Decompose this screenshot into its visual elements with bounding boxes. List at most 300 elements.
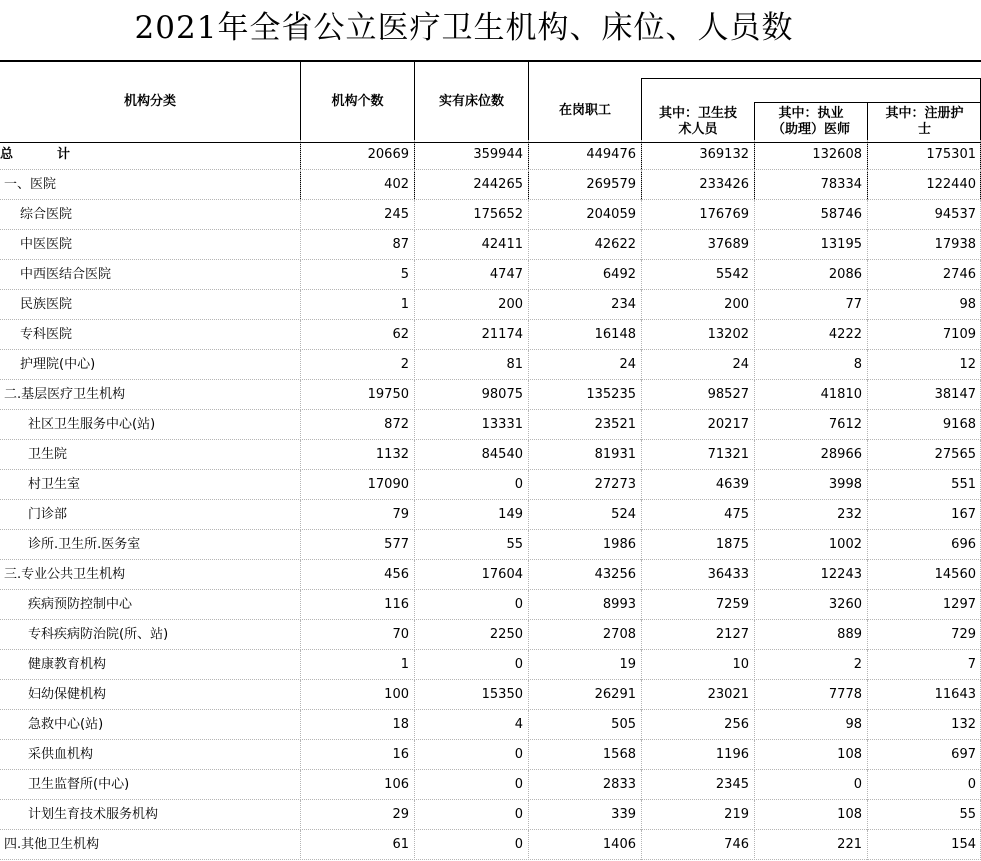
header-nurse-line2: 士 <box>917 122 931 137</box>
cell-gridline <box>528 800 529 830</box>
cell-gridline <box>641 710 642 740</box>
cell-gridline <box>867 200 868 230</box>
cell-staff: 1568 <box>602 747 636 762</box>
cell-institutions: 116 <box>384 597 409 612</box>
cell-health-tech: 200 <box>724 297 749 312</box>
cell-gridline <box>528 680 529 710</box>
cell-gridline <box>528 590 529 620</box>
subcategory-name: 采供血机构 <box>28 747 94 762</box>
subcategory-name: 民族医院 <box>20 297 73 312</box>
cell-gridline <box>414 560 415 590</box>
cell-staff: 339 <box>611 807 636 822</box>
cell-gridline <box>300 320 301 350</box>
table-row <box>0 350 981 380</box>
cell-nurse: 154 <box>951 837 976 852</box>
cell-gridline <box>300 230 301 260</box>
cell-health-tech: 71321 <box>707 447 749 462</box>
cell-gridline <box>754 470 755 500</box>
cell-gridline <box>754 170 755 200</box>
cell-gridline <box>414 170 415 200</box>
cell-nurse: 175301 <box>926 147 976 162</box>
cell-beds: 4 <box>514 717 523 732</box>
cell-gridline <box>867 680 868 710</box>
total-label-part: 计 <box>57 147 71 162</box>
cell-gridline <box>867 410 868 440</box>
cell-nurse: 132 <box>951 717 976 732</box>
cell-staff: 2708 <box>602 627 636 642</box>
cell-gridline <box>528 320 529 350</box>
cell-health-tech: 369132 <box>699 147 749 162</box>
cell-health-tech: 98527 <box>707 387 749 402</box>
cell-nurse: 7 <box>967 657 976 672</box>
cell-doctor: 28966 <box>820 447 862 462</box>
cell-gridline <box>754 770 755 800</box>
cell-gridline <box>528 620 529 650</box>
cell-gridline <box>414 650 415 680</box>
cell-gridline <box>641 260 642 290</box>
header-doctor <box>755 102 867 142</box>
table-row <box>0 230 981 260</box>
cell-doctor: 12243 <box>820 567 862 582</box>
cell-staff: 234 <box>611 297 636 312</box>
cell-gridline <box>528 470 529 500</box>
cell-gridline <box>754 800 755 830</box>
cell-gridline <box>641 290 642 320</box>
cell-beds: 200 <box>498 297 523 312</box>
cell-institutions: 2 <box>400 357 409 372</box>
cell-gridline <box>867 440 868 470</box>
cell-nurse: 2746 <box>942 267 976 282</box>
header-nurse <box>868 102 981 142</box>
cell-nurse: 122440 <box>926 177 976 192</box>
table-row <box>0 290 981 320</box>
cell-gridline <box>867 470 868 500</box>
cell-gridline <box>300 590 301 620</box>
cell-gridline <box>641 650 642 680</box>
cell-staff: 27273 <box>594 477 636 492</box>
table-row <box>0 800 981 830</box>
cell-nurse: 17938 <box>934 237 976 252</box>
subcategory-name: 社区卫生服务中心(站) <box>28 417 156 432</box>
header-beds-text: 实有床位数 <box>438 93 504 109</box>
cell-gridline <box>414 260 415 290</box>
cell-gridline <box>528 170 529 200</box>
cell-doctor: 221 <box>837 837 862 852</box>
cell-gridline <box>414 770 415 800</box>
header-nurse-line1: 其中：注册护 <box>885 106 964 121</box>
cell-institutions: 456 <box>384 567 409 582</box>
cell-institutions: 18 <box>392 717 409 732</box>
cell-gridline <box>867 830 868 860</box>
cell-health-tech: 23021 <box>707 687 749 702</box>
cell-gridline <box>300 650 301 680</box>
cell-nurse: 0 <box>967 777 976 792</box>
subcategory-name: 村卫生室 <box>28 477 81 492</box>
cell-beds: 149 <box>498 507 523 522</box>
cell-gridline <box>867 500 868 530</box>
cell-gridline <box>414 410 415 440</box>
cell-gridline <box>641 380 642 410</box>
total-row <box>0 140 981 170</box>
table-row <box>0 320 981 350</box>
cell-institutions: 61 <box>392 837 409 852</box>
cell-gridline <box>867 560 868 590</box>
cell-doctor: 7612 <box>828 417 862 432</box>
cell-gridline <box>528 560 529 590</box>
cell-gridline <box>754 590 755 620</box>
cell-institutions: 1 <box>400 297 409 312</box>
cell-gridline <box>754 650 755 680</box>
cell-beds: 17604 <box>481 567 523 582</box>
cell-health-tech: 746 <box>724 837 749 852</box>
cell-institutions: 16 <box>392 747 409 762</box>
cell-nurse: 167 <box>951 507 976 522</box>
cell-gridline <box>300 680 301 710</box>
cell-gridline <box>300 380 301 410</box>
subcategory-name: 护理院(中心) <box>20 357 96 372</box>
cell-beds: 13331 <box>481 417 523 432</box>
cell-gridline <box>754 350 755 380</box>
cell-gridline <box>641 680 642 710</box>
cell-health-tech: 7259 <box>715 597 749 612</box>
cell-gridline <box>414 290 415 320</box>
header-staff-text: 在岗职工 <box>558 103 611 118</box>
cell-gridline <box>300 470 301 500</box>
cell-beds: 42411 <box>481 237 523 252</box>
cell-gridline <box>641 470 642 500</box>
cell-gridline <box>641 320 642 350</box>
cell-institutions: 245 <box>384 207 409 222</box>
cell-gridline <box>300 530 301 560</box>
cell-beds: 55 <box>506 537 523 552</box>
cell-staff: 81931 <box>594 447 636 462</box>
cell-gridline <box>867 290 868 320</box>
cell-gridline <box>867 380 868 410</box>
category-name: 一、医院 <box>4 177 57 192</box>
cell-doctor: 132608 <box>812 147 862 162</box>
cell-beds: 359944 <box>473 147 523 162</box>
cell-doctor: 3998 <box>828 477 862 492</box>
cell-staff: 43256 <box>594 567 636 582</box>
cell-gridline <box>528 380 529 410</box>
cell-doctor: 58746 <box>820 207 862 222</box>
cell-beds: 0 <box>514 657 523 672</box>
table-row <box>0 740 981 770</box>
cell-gridline <box>867 230 868 260</box>
table-row <box>0 830 981 860</box>
cell-doctor: 41810 <box>820 387 862 402</box>
cell-nurse: 38147 <box>934 387 976 402</box>
table-row <box>0 680 981 710</box>
cell-gridline <box>867 590 868 620</box>
cell-gridline <box>414 740 415 770</box>
cell-gridline <box>300 350 301 380</box>
cell-gridline <box>641 590 642 620</box>
cell-doctor: 4222 <box>828 327 862 342</box>
cell-gridline <box>867 530 868 560</box>
cell-gridline <box>300 290 301 320</box>
table-row <box>0 530 981 560</box>
cell-gridline <box>414 530 415 560</box>
table-row <box>0 590 981 620</box>
cell-health-tech: 24 <box>732 357 749 372</box>
cell-gridline <box>300 620 301 650</box>
cell-gridline <box>867 320 868 350</box>
cell-staff: 1406 <box>602 837 636 852</box>
cell-doctor: 8 <box>853 357 862 372</box>
cell-health-tech: 2345 <box>715 777 749 792</box>
cell-institutions: 106 <box>384 777 409 792</box>
cell-health-tech: 13202 <box>707 327 749 342</box>
subcategory-name: 疾病预防控制中心 <box>28 597 133 612</box>
cell-nurse: 697 <box>951 747 976 762</box>
cell-gridline <box>754 680 755 710</box>
cell-gridline <box>754 500 755 530</box>
cell-gridline <box>754 560 755 590</box>
subcategory-name: 中医医院 <box>20 237 73 252</box>
cell-gridline <box>754 620 755 650</box>
cell-gridline <box>867 650 868 680</box>
cell-gridline <box>300 260 301 290</box>
cell-gridline <box>867 710 868 740</box>
cell-beds: 0 <box>514 477 523 492</box>
cell-health-tech: 2127 <box>715 627 749 642</box>
table-row <box>0 170 981 200</box>
cell-beds: 0 <box>514 837 523 852</box>
cell-health-tech: 5542 <box>715 267 749 282</box>
cell-beds: 0 <box>514 777 523 792</box>
cell-staff: 24 <box>619 357 636 372</box>
cell-gridline <box>754 320 755 350</box>
cell-gridline <box>528 830 529 860</box>
cell-staff: 42622 <box>594 237 636 252</box>
cell-gridline <box>414 620 415 650</box>
cell-health-tech: 10 <box>732 657 749 672</box>
cell-gridline <box>641 140 642 170</box>
cell-institutions: 577 <box>384 537 409 552</box>
subcategory-name: 卫生监督所(中心) <box>28 777 130 792</box>
cell-health-tech: 36433 <box>707 567 749 582</box>
cell-nurse: 98 <box>959 297 976 312</box>
cell-gridline <box>754 140 755 170</box>
cell-staff: 2833 <box>602 777 636 792</box>
cell-doctor: 1002 <box>828 537 862 552</box>
cell-gridline <box>754 740 755 770</box>
table-row <box>0 380 981 410</box>
cell-beds: 2250 <box>489 627 523 642</box>
header-category <box>0 62 300 141</box>
table-row <box>0 410 981 440</box>
cell-doctor: 3260 <box>828 597 862 612</box>
subcategory-name: 卫生院 <box>28 447 68 462</box>
cell-gridline <box>300 800 301 830</box>
cell-health-tech: 1875 <box>715 537 749 552</box>
cell-beds: 0 <box>514 807 523 822</box>
row-gridline <box>0 859 981 860</box>
cell-gridline <box>641 740 642 770</box>
header-category-text: 机构分类 <box>123 93 176 109</box>
cell-nurse: 94537 <box>934 207 976 222</box>
table-row <box>0 440 981 470</box>
table-row <box>0 560 981 590</box>
cell-gridline <box>300 560 301 590</box>
cell-gridline <box>300 410 301 440</box>
cell-nurse: 1297 <box>942 597 976 612</box>
cell-gridline <box>754 230 755 260</box>
cell-gridline <box>528 290 529 320</box>
cell-gridline <box>414 500 415 530</box>
cell-doctor: 77 <box>845 297 862 312</box>
cell-nurse: 9168 <box>942 417 976 432</box>
cell-beds: 175652 <box>473 207 523 222</box>
cell-institutions: 1132 <box>375 447 409 462</box>
cell-beds: 0 <box>514 747 523 762</box>
cell-gridline <box>300 170 301 200</box>
cell-gridline <box>528 650 529 680</box>
cell-gridline <box>641 410 642 440</box>
cell-gridline <box>414 350 415 380</box>
cell-gridline <box>414 470 415 500</box>
cell-gridline <box>641 350 642 380</box>
header-doctor-line2: （助理）医师 <box>771 122 850 137</box>
cell-health-tech: 37689 <box>707 237 749 252</box>
cell-doctor: 0 <box>853 777 862 792</box>
cell-doctor: 78334 <box>820 177 862 192</box>
cell-gridline <box>867 170 868 200</box>
cell-gridline <box>300 440 301 470</box>
cell-gridline <box>754 290 755 320</box>
cell-beds: 0 <box>514 597 523 612</box>
cell-nurse: 14560 <box>934 567 976 582</box>
subcategory-name: 门诊部 <box>28 507 68 522</box>
cell-beds: 244265 <box>473 177 523 192</box>
cell-gridline <box>754 530 755 560</box>
cell-institutions: 20669 <box>367 147 409 162</box>
cell-beds: 15350 <box>481 687 523 702</box>
header-institutions-text: 机构个数 <box>331 93 384 109</box>
cell-gridline <box>754 710 755 740</box>
cell-gridline <box>528 260 529 290</box>
cell-gridline <box>754 830 755 860</box>
cell-health-tech: 233426 <box>699 177 749 192</box>
cell-beds: 21174 <box>481 327 523 342</box>
cell-gridline <box>528 500 529 530</box>
cell-gridline <box>528 770 529 800</box>
cell-gridline <box>867 620 868 650</box>
cell-staff: 16148 <box>594 327 636 342</box>
cell-gridline <box>754 440 755 470</box>
category-name: 二.基层医疗卫生机构 <box>4 387 126 402</box>
cell-gridline <box>414 590 415 620</box>
table-row <box>0 710 981 740</box>
cell-gridline <box>867 260 868 290</box>
cell-gridline <box>528 440 529 470</box>
cell-gridline <box>867 800 868 830</box>
cell-staff: 19 <box>619 657 636 672</box>
cell-staff: 1986 <box>602 537 636 552</box>
cell-gridline <box>641 170 642 200</box>
cell-gridline <box>300 200 301 230</box>
cell-nurse: 729 <box>951 627 976 642</box>
cell-beds: 98075 <box>481 387 523 402</box>
category-name: 三.专业公共卫生机构 <box>4 567 126 582</box>
cell-gridline <box>300 710 301 740</box>
cell-institutions: 1 <box>400 657 409 672</box>
cell-health-tech: 176769 <box>699 207 749 222</box>
cell-nurse: 27565 <box>934 447 976 462</box>
cell-staff: 135235 <box>586 387 636 402</box>
cell-gridline <box>300 830 301 860</box>
cell-institutions: 62 <box>392 327 409 342</box>
cell-nurse: 7109 <box>942 327 976 342</box>
table-row <box>0 770 981 800</box>
table-row <box>0 200 981 230</box>
cell-health-tech: 20217 <box>707 417 749 432</box>
cell-institutions: 19750 <box>367 387 409 402</box>
total-label-part: 总 <box>0 147 14 162</box>
cell-gridline <box>528 740 529 770</box>
cell-gridline <box>414 830 415 860</box>
cell-gridline <box>867 740 868 770</box>
cell-institutions: 87 <box>392 237 409 252</box>
cell-beds: 84540 <box>481 447 523 462</box>
cell-gridline <box>300 140 301 170</box>
cell-beds: 81 <box>506 357 523 372</box>
header-subgroup-rule <box>754 102 981 103</box>
cell-gridline <box>528 410 529 440</box>
cell-beds: 4747 <box>489 267 523 282</box>
cell-doctor: 108 <box>837 807 862 822</box>
cell-gridline <box>641 800 642 830</box>
cell-health-tech: 4639 <box>715 477 749 492</box>
cell-nurse: 696 <box>951 537 976 552</box>
cell-health-tech: 256 <box>724 717 749 732</box>
cell-institutions: 402 <box>384 177 409 192</box>
page-title: 2021年全省公立医疗卫生机构、床位、人员数 <box>134 10 794 46</box>
cell-staff: 449476 <box>586 147 636 162</box>
cell-nurse: 12 <box>959 357 976 372</box>
cell-gridline <box>528 230 529 260</box>
cell-doctor: 2 <box>853 657 862 672</box>
header-doctor-line1: 其中：执业 <box>778 106 844 121</box>
cell-gridline <box>414 230 415 260</box>
table-row <box>0 500 981 530</box>
cell-doctor: 108 <box>837 747 862 762</box>
subcategory-name: 中西医结合医院 <box>20 267 112 282</box>
cell-doctor: 889 <box>837 627 862 642</box>
cell-gridline <box>867 770 868 800</box>
subcategory-name: 妇幼保健机构 <box>28 687 107 702</box>
cell-gridline <box>414 440 415 470</box>
header-beds <box>415 62 528 141</box>
cell-gridline <box>528 140 529 170</box>
cell-staff: 204059 <box>586 207 636 222</box>
cell-institutions: 70 <box>392 627 409 642</box>
cell-nurse: 551 <box>951 477 976 492</box>
cell-doctor: 98 <box>845 717 862 732</box>
header-health-tech-line2: 术人员 <box>678 122 718 137</box>
cell-gridline <box>641 440 642 470</box>
cell-staff: 6492 <box>602 267 636 282</box>
cell-gridline <box>414 710 415 740</box>
cell-doctor: 232 <box>837 507 862 522</box>
cell-institutions: 5 <box>400 267 409 282</box>
cell-institutions: 872 <box>384 417 409 432</box>
cell-gridline <box>754 260 755 290</box>
cell-staff: 23521 <box>594 417 636 432</box>
cell-institutions: 100 <box>384 687 409 702</box>
subcategory-name: 专科医院 <box>20 327 73 342</box>
